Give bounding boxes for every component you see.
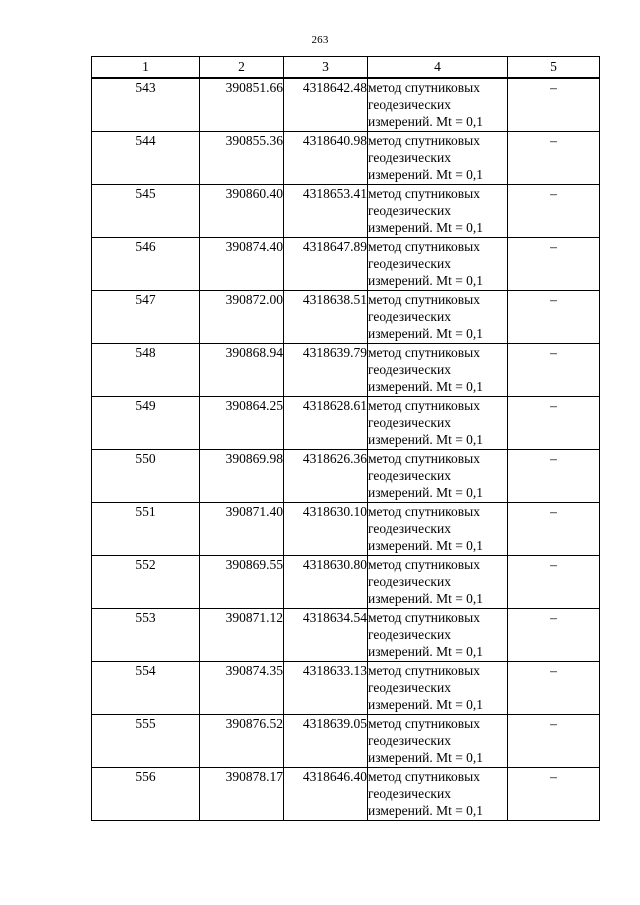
- method-line-2: геодезических: [368, 255, 451, 271]
- method-line-3: измерений. Mt = 0,1: [368, 166, 484, 182]
- y-coordinate-cell: 4318639.79: [284, 343, 368, 396]
- method-line-1: метод спутниковых: [368, 503, 480, 519]
- y-coordinate-cell: 4318640.98: [284, 131, 368, 184]
- column-header-1: 1: [92, 57, 200, 79]
- x-coordinate-cell: 390876.52: [200, 714, 284, 767]
- method-line-3: измерений. Mt = 0,1: [368, 219, 484, 235]
- point-number-cell: 544: [92, 131, 200, 184]
- method-cell: [368, 502, 508, 555]
- y-coordinate-cell: 4318642.48: [284, 78, 368, 131]
- method-cell: [368, 343, 508, 396]
- page-number: 263: [311, 34, 329, 46]
- point-number-cell: 551: [92, 502, 200, 555]
- y-coordinate-cell: 4318638.51: [284, 290, 368, 343]
- method-line-1: метод спутниковых: [368, 185, 480, 201]
- point-number-cell: 545: [92, 184, 200, 237]
- note-cell: –: [508, 449, 600, 502]
- table-row: [92, 184, 600, 237]
- y-coordinate-cell: 4318653.41: [284, 184, 368, 237]
- point-number-cell: 546: [92, 237, 200, 290]
- method-line-1: метод спутниковых: [368, 132, 480, 148]
- method-line-1: метод спутниковых: [368, 556, 480, 572]
- method-line-2: геодезических: [368, 202, 451, 218]
- method-line-3: измерений. Mt = 0,1: [368, 802, 484, 818]
- method-cell: [368, 449, 508, 502]
- method-cell: [368, 714, 508, 767]
- table-row: [92, 767, 600, 820]
- table-row: [92, 78, 600, 131]
- x-coordinate-cell: 390860.40: [200, 184, 284, 237]
- point-number-cell: 552: [92, 555, 200, 608]
- method-line-2: геодезических: [368, 97, 451, 112]
- method-cell: [368, 237, 508, 290]
- note-cell: –: [508, 608, 600, 661]
- method-line-2: геодезических: [368, 679, 451, 695]
- method-line-1: метод спутниковых: [368, 715, 480, 731]
- method-cell: [368, 131, 508, 184]
- table-body: [92, 78, 600, 820]
- method-line-1: метод спутниковых: [368, 662, 480, 678]
- method-cell: [368, 78, 508, 131]
- method-line-2: геодезических: [368, 626, 451, 642]
- x-coordinate-cell: 390874.35: [200, 661, 284, 714]
- method-line-3: измерений. Mt = 0,1: [368, 431, 484, 447]
- method-cell: [368, 608, 508, 661]
- x-coordinate-cell: 390855.36: [200, 131, 284, 184]
- method-line-1: метод спутниковых: [368, 609, 480, 625]
- y-coordinate-cell: 4318633.13: [284, 661, 368, 714]
- method-line-3: измерений. Mt = 0,1: [368, 484, 484, 500]
- note-cell: –: [508, 767, 600, 820]
- point-number-cell: 548: [92, 343, 200, 396]
- y-coordinate-cell: 4318647.89: [284, 237, 368, 290]
- note-cell: –: [508, 343, 600, 396]
- y-coordinate-cell: 4318634.54: [284, 608, 368, 661]
- method-line-3: измерений. Mt = 0,1: [368, 749, 484, 765]
- note-cell: –: [508, 502, 600, 555]
- method-line-3: измерений. Mt = 0,1: [368, 325, 484, 341]
- y-coordinate-cell: 4318646.40: [284, 767, 368, 820]
- method-line-2: геодезических: [368, 785, 451, 801]
- point-number-cell: 550: [92, 449, 200, 502]
- method-cell: [368, 555, 508, 608]
- method-line-3: измерений. Mt = 0,1: [368, 114, 484, 129]
- column-header-5: 5: [508, 57, 600, 79]
- note-cell: –: [508, 555, 600, 608]
- table-row: [92, 714, 600, 767]
- method-line-3: измерений. Mt = 0,1: [368, 378, 484, 394]
- note-cell: –: [508, 661, 600, 714]
- method-line-2: геодезических: [368, 573, 451, 589]
- coordinates-table: [91, 56, 600, 821]
- method-line-3: измерений. Mt = 0,1: [368, 590, 484, 606]
- table-row: [92, 555, 600, 608]
- x-coordinate-cell: 390869.55: [200, 555, 284, 608]
- table-row: [92, 290, 600, 343]
- x-coordinate-cell: 390869.98: [200, 449, 284, 502]
- note-cell: –: [508, 237, 600, 290]
- table-row: [92, 131, 600, 184]
- method-line-1: метод спутниковых: [368, 344, 480, 360]
- y-coordinate-cell: 4318628.61: [284, 396, 368, 449]
- table-row: [92, 449, 600, 502]
- method-line-1: метод спутниковых: [368, 397, 480, 413]
- note-cell: –: [508, 184, 600, 237]
- y-coordinate-cell: 4318639.05: [284, 714, 368, 767]
- table-row: [92, 343, 600, 396]
- method-cell: [368, 396, 508, 449]
- point-number-cell: 549: [92, 396, 200, 449]
- method-line-2: геодезических: [368, 732, 451, 748]
- x-coordinate-cell: 390871.40: [200, 502, 284, 555]
- y-coordinate-cell: 4318630.80: [284, 555, 368, 608]
- method-line-2: геодезических: [368, 361, 451, 377]
- note-cell: –: [508, 290, 600, 343]
- method-line-2: геодезических: [368, 149, 451, 165]
- note-cell: –: [508, 714, 600, 767]
- method-line-1: метод спутниковых: [368, 768, 480, 784]
- point-number-cell: 543: [92, 78, 200, 131]
- method-line-2: геодезических: [368, 520, 451, 536]
- table-row: [92, 608, 600, 661]
- method-line-3: измерений. Mt = 0,1: [368, 537, 484, 553]
- header-row: [92, 57, 600, 79]
- column-header-4: 4: [368, 57, 508, 79]
- column-header-2: 2: [200, 57, 284, 79]
- y-coordinate-cell: 4318630.10: [284, 502, 368, 555]
- column-header-3: 3: [284, 57, 368, 79]
- method-line-1: метод спутниковых: [368, 450, 480, 466]
- method-cell: [368, 184, 508, 237]
- method-cell: [368, 290, 508, 343]
- point-number-cell: 556: [92, 767, 200, 820]
- method-line-3: измерений. Mt = 0,1: [368, 272, 484, 288]
- table-row: [92, 237, 600, 290]
- method-line-2: геодезических: [368, 414, 451, 430]
- y-coordinate-cell: 4318626.36: [284, 449, 368, 502]
- method-line-1: метод спутниковых: [368, 291, 480, 307]
- note-cell: –: [508, 78, 600, 131]
- x-coordinate-cell: 390878.17: [200, 767, 284, 820]
- method-line-3: измерений. Mt = 0,1: [368, 696, 484, 712]
- table-row: [92, 502, 600, 555]
- note-cell: –: [508, 396, 600, 449]
- x-coordinate-cell: 390874.40: [200, 237, 284, 290]
- x-coordinate-cell: 390872.00: [200, 290, 284, 343]
- method-line-2: геодезических: [368, 467, 451, 483]
- point-number-cell: 547: [92, 290, 200, 343]
- table-row: [92, 396, 600, 449]
- method-line-1: метод спутниковых: [368, 238, 480, 254]
- method-cell: [368, 661, 508, 714]
- x-coordinate-cell: 390871.12: [200, 608, 284, 661]
- table-row: [92, 661, 600, 714]
- note-cell: –: [508, 131, 600, 184]
- method-line-1: метод спутниковых: [368, 80, 480, 95]
- x-coordinate-cell: 390864.25: [200, 396, 284, 449]
- point-number-cell: 553: [92, 608, 200, 661]
- method-cell: [368, 767, 508, 820]
- method-line-3: измерений. Mt = 0,1: [368, 643, 484, 659]
- point-number-cell: 554: [92, 661, 200, 714]
- x-coordinate-cell: 390851.66: [200, 78, 284, 131]
- method-line-2: геодезических: [368, 308, 451, 324]
- x-coordinate-cell: 390868.94: [200, 343, 284, 396]
- point-number-cell: 555: [92, 714, 200, 767]
